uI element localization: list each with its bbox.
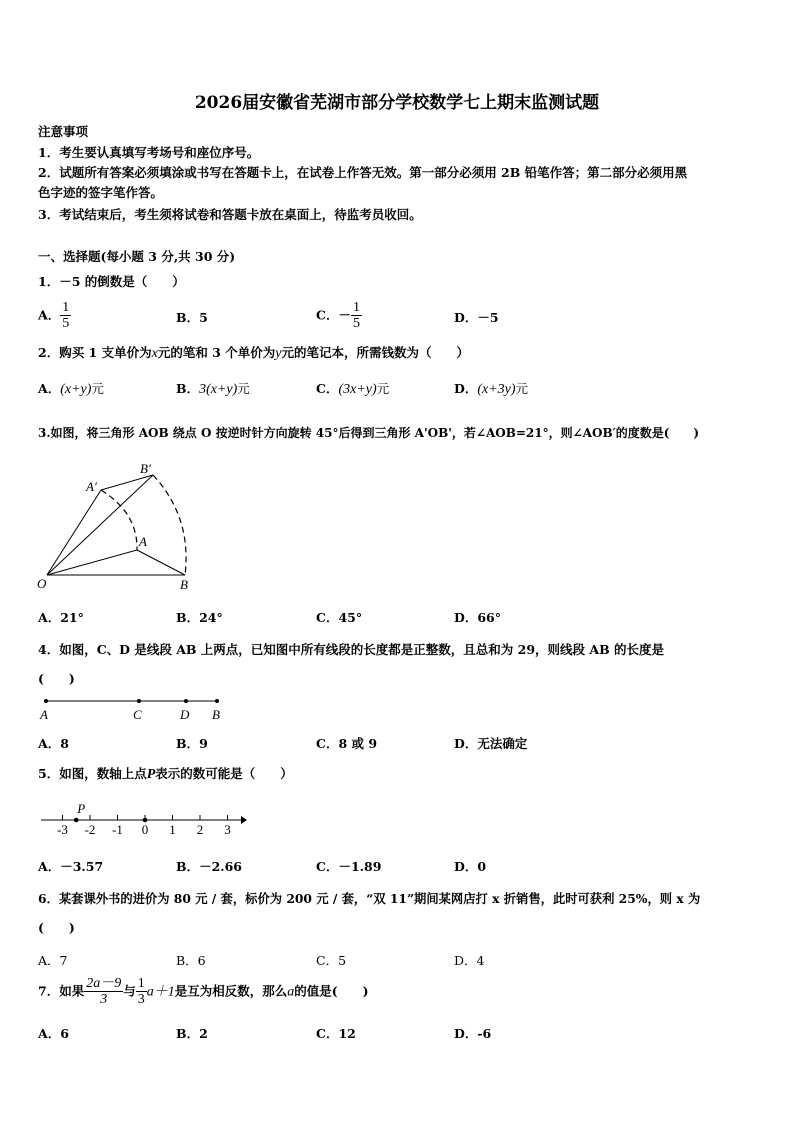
q4-point-d [184, 699, 188, 703]
q4-paren: ( ) [38, 671, 75, 686]
q3-figure [30, 455, 210, 595]
q7-fraction-1 [84, 976, 123, 1008]
q1-option-b: B．5 [176, 310, 208, 325]
q5-tick-label: 1 [169, 822, 176, 837]
q7-fraction-2 [136, 976, 147, 1008]
q4-label-d: D [180, 707, 190, 722]
q7-option-d: D．-6 [454, 1026, 492, 1041]
q3-label-o: O [37, 576, 47, 591]
q5-label-p: P [77, 801, 86, 816]
q3-label-b1: B′ [140, 461, 151, 476]
q5-option-b: B．－2.66 [176, 859, 243, 874]
q7-f2-numerator: 1 [137, 976, 145, 991]
q4-option-a: A．8 [38, 736, 69, 751]
q3-arc-inner [101, 490, 137, 550]
q7-f2-denominator: 3 [137, 992, 145, 1008]
q7-var-a: a [287, 984, 295, 1000]
q1-a-numerator: 1 [62, 300, 70, 315]
q7-option-a: A．6 [38, 1026, 69, 1041]
q1-option-d: D．－5 [454, 310, 499, 325]
q6-stem: 6．某套课外书的进价为 80 元 / 套，标价为 200 元 / 套，“双 11”期间某网店打 x 折销售，此时可获利 25%，则 x 为 [38, 891, 701, 906]
q2-d-unit: 元 [515, 381, 529, 396]
notice-item-2-cont: 色字迹的签字笔作答。 [38, 185, 164, 200]
q6-option-c: C．5 [316, 953, 347, 968]
section-heading: 一、选择题(每小题 3 分,共 30 分) [38, 249, 236, 264]
q2-a-unit: 元 [91, 381, 104, 396]
q7-f1-denominator: 3 [100, 992, 108, 1008]
q2-d-label: D． [454, 381, 478, 396]
q3-option-c: C．45° [316, 610, 363, 625]
q4-stem: 4．如图，C、D 是线段 AB 上两点，已知图中所有线段的长度都是正整数，且总和为 29，则线段 AB 的长度是 [38, 642, 665, 657]
q7-stem-end: 的值是( ) [294, 983, 369, 999]
q5-option-c: C．－1.89 [316, 859, 382, 874]
q6-option-d: D．4 [454, 953, 485, 968]
q5-var-p: P [146, 767, 156, 782]
q4-option-b: B．9 [176, 736, 208, 751]
notice-item-1: 1．考生要认真填写考场号和座位序号。 [38, 145, 260, 160]
q2-a-label: A． [38, 381, 61, 396]
q5-tick-label: 2 [196, 822, 204, 837]
q2-b-expr: 3(x+y) [199, 382, 238, 397]
q3-label-a: A [139, 534, 147, 549]
q1-option-c [316, 300, 362, 332]
q1-option-a [38, 300, 71, 332]
q7-option-b: B．2 [176, 1026, 208, 1041]
q2-stem [38, 343, 469, 362]
q6-option-a: A．7 [38, 953, 68, 968]
q1-a-denominator: 5 [62, 316, 70, 332]
q7-stem-mid: 与 [123, 983, 136, 999]
q1-c-fraction [351, 300, 362, 332]
q5-option-a: A．－3.57 [38, 859, 104, 874]
q2-b-unit: 元 [237, 381, 250, 396]
q7-stem-pre: 7．如果 [38, 983, 85, 999]
q1-a-fraction [60, 300, 71, 332]
q3-option-a: A．21° [38, 610, 84, 625]
q4-point-b [215, 699, 219, 703]
q5-stem [38, 764, 293, 783]
q4-point-c [137, 699, 141, 703]
q4-label-a: A [40, 707, 48, 722]
q4-figure [35, 693, 235, 725]
q5-tick-label: -2 [84, 822, 96, 837]
q5-origin-dot [143, 818, 148, 823]
page-title: 2026届安徽省芜湖市部分学校数学七上期末监测试题 [194, 93, 600, 113]
q6-option-b: B．6 [176, 953, 206, 968]
q1-c-denominator: 5 [352, 316, 360, 332]
q3-stem: 3.如图，将三角形 AOB 绕点 O 按逆时针方向旋转 45°后得到三角形 A'OB'，若∠AOB=21°，则∠AOB′的度数是( ) [38, 426, 700, 440]
q1-a-label: A． [38, 307, 61, 323]
q2-stem-post: 元的笔记本，所需钱数为（ ） [281, 345, 469, 360]
q2-option-d [454, 379, 528, 398]
q2-a-expr: (x+y) [60, 382, 92, 397]
q5-point-p [74, 818, 79, 823]
q2-c-expr: (3x+y) [338, 382, 377, 397]
q2-option-a [38, 379, 104, 398]
q2-d-expr: (x+3y) [477, 382, 516, 397]
q4-label-c: C [133, 707, 142, 722]
q6-paren: ( ) [38, 920, 75, 935]
q7-f1-numerator: 2a－9 [86, 976, 122, 991]
q1-c-numerator: 1 [352, 300, 360, 315]
q2-c-label: C． [316, 381, 339, 396]
q2-stem-mid: 元的笔和 3 个单价为 [157, 345, 276, 360]
q5-tick-label: 0 [141, 822, 149, 837]
q7-stem [38, 976, 369, 1008]
q5-number-line [35, 798, 250, 840]
q3-label-a1: A′ [86, 479, 97, 494]
q2-option-b [176, 379, 250, 398]
q2-c-unit: 元 [376, 381, 390, 396]
q3-label-b: B [180, 577, 188, 592]
q5-stem-pre: 5．如图，数轴上点 [38, 766, 147, 781]
q2-option-c [316, 379, 389, 398]
q2-var-y: y [275, 346, 282, 361]
q1-c-label: C．－ [316, 307, 351, 323]
q4-point-a [44, 699, 48, 703]
q5-tick-label: -3 [57, 822, 68, 837]
q4-option-c: C．8 或 9 [316, 736, 378, 751]
q3-arc-outer [153, 475, 186, 575]
q5-tick-label: 3 [224, 822, 231, 837]
q4-label-b: B [212, 707, 220, 722]
q3-option-d: D．66° [454, 610, 501, 625]
notice-item-2: 2．试题所有答案必须填涂或书写在答题卡上，在试卷上作答无效。第一部分必须用 2B 铅笔作答；第二部分必须用黑 [38, 165, 688, 180]
q4-option-d: D．无法确定 [454, 736, 528, 751]
q7-stem-post: 是互为相反数，那么 [174, 983, 288, 999]
q2-var-x: x [151, 346, 158, 361]
q2-stem-pre: 2．购买 1 支单价为 [38, 345, 152, 360]
q2-b-label: B． [176, 381, 200, 396]
q7-option-c: C．12 [316, 1026, 356, 1041]
q7-f2-tail: a＋1 [146, 984, 175, 1000]
q5-option-d: D．0 [454, 859, 487, 874]
q5-axis-arrow [241, 816, 247, 824]
q3-option-b: B．24° [176, 610, 223, 625]
q5-stem-post: 表示的数可能是（ ） [155, 766, 293, 781]
notice-heading: 注意事项 [38, 124, 89, 139]
q3-line-ab [137, 550, 185, 575]
q5-tick-label: -1 [112, 822, 123, 837]
q1-stem: 1．－5 的倒数是（ ） [38, 274, 185, 289]
notice-item-3: 3．考试结束后，考生须将试卷和答题卡放在桌面上，待监考员收回。 [38, 207, 422, 222]
